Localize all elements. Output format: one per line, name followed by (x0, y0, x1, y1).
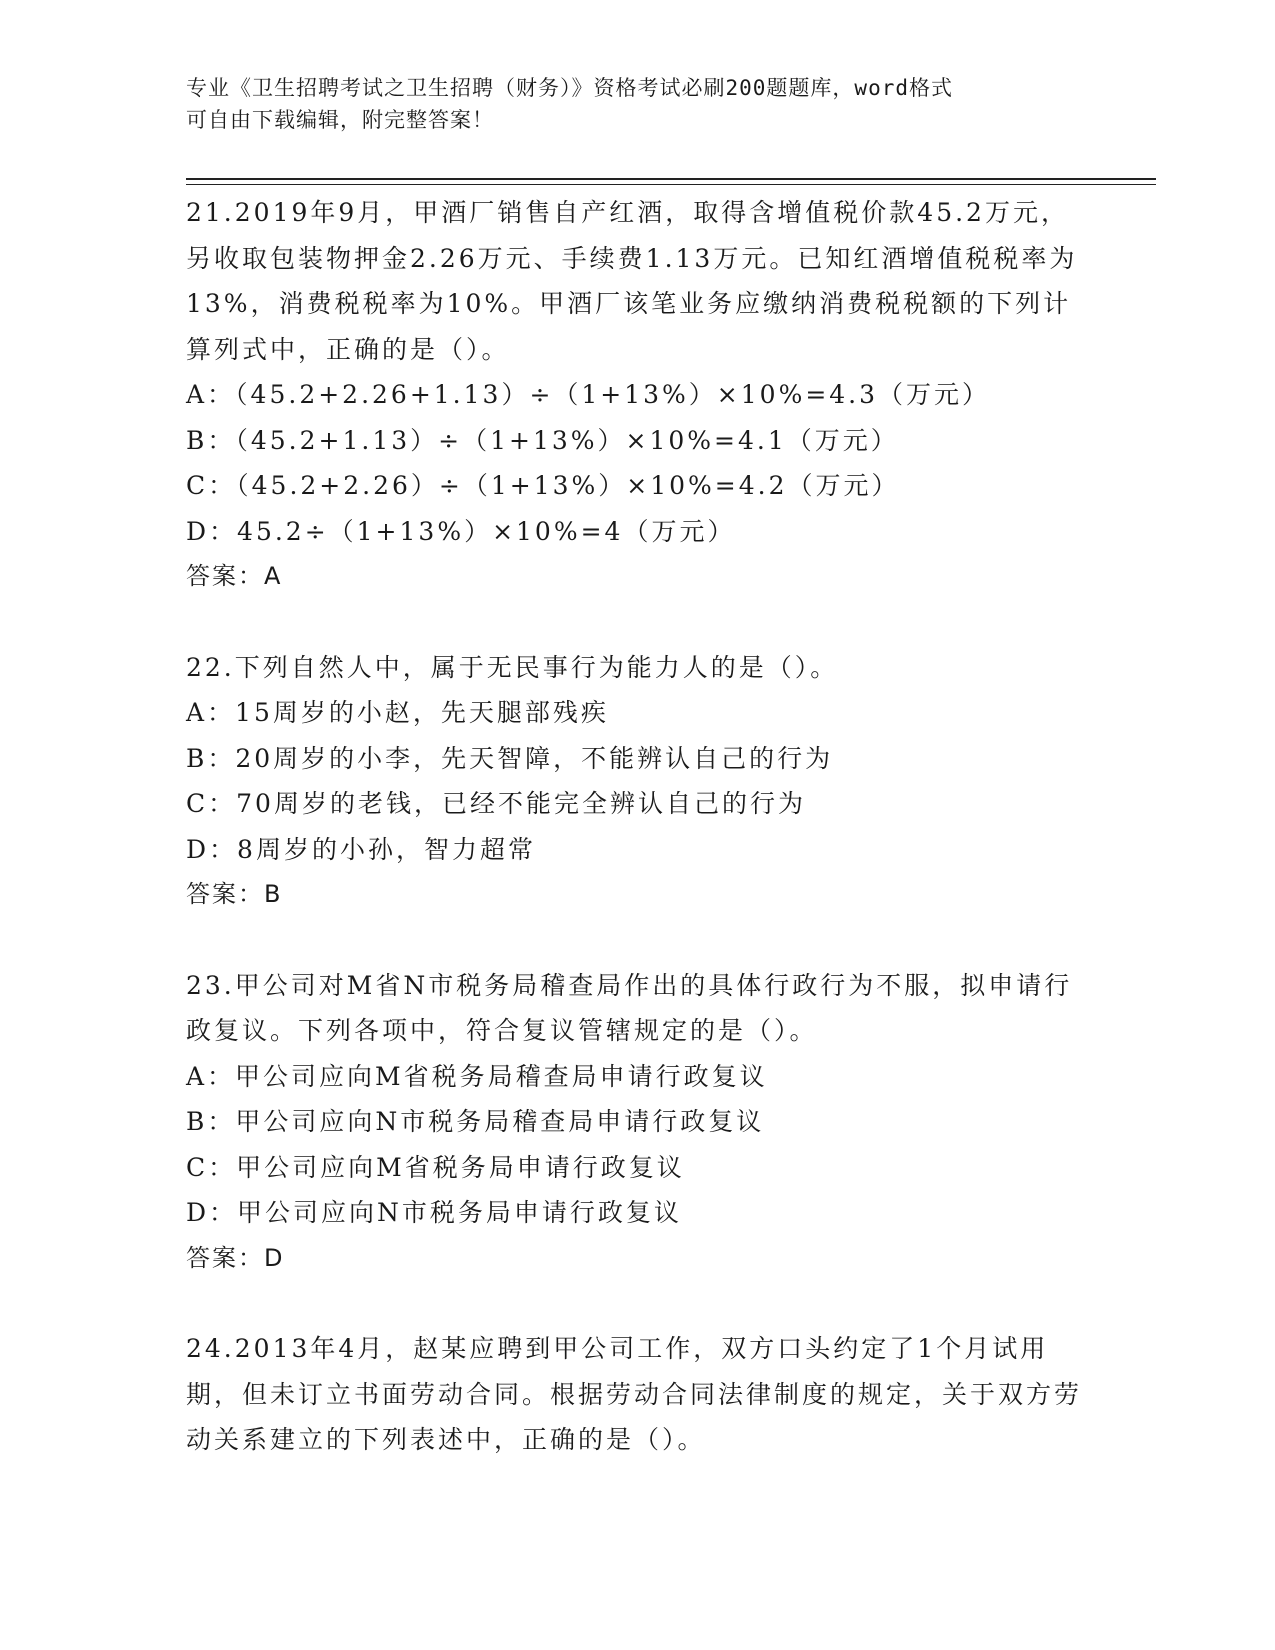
option-c: C：70周岁的老钱，已经不能完全辨认自己的行为 (186, 789, 806, 818)
option-b: B：20周岁的小李，先天智障，不能辨认自己的行为 (186, 743, 834, 773)
question-22 (186, 645, 1086, 918)
page-header (186, 72, 1066, 136)
question-text: 21.2019年9月，甲酒厂销售自产红酒，取得含增值税价款45.2万元，另收取包装物押金2.26万元、手续费1.13万元。已知红酒增值税税率为13%，消费税税率为10%。甲酒厂该笔业务应缴纳消费税税额的下列计算列式中，正确的是（）。 (186, 198, 1078, 364)
answer: 答案：B (186, 880, 283, 908)
question-list (186, 190, 1086, 1463)
question-24 (186, 1326, 1086, 1463)
question-text: 22.下列自然人中，属于无民事行为能力人的是（）。 (186, 652, 839, 682)
option-b: B：（45.2+1.13）÷（1+13%）×10%=4.1（万元） (186, 425, 899, 455)
question-21 (186, 190, 1086, 600)
option-d: D：45.2÷（1+13%）×10%=4（万元） (186, 516, 736, 546)
question-23 (186, 963, 1086, 1282)
header-line-2: 可自由下载编辑，附完整答案！ (186, 108, 494, 132)
option-d: D：甲公司应向N市税务局申请行政复议 (186, 1198, 682, 1227)
answer: 答案：A (186, 562, 283, 590)
answer: 答案：D (186, 1243, 285, 1272)
header-line-1: 专业《卫生招聘考试之卫生招聘（财务）》资格考试必刷200题题库，word格式 (186, 76, 953, 100)
option-d: D：8周岁的小孙，智力超常 (186, 834, 536, 864)
question-text: 24.2013年4月，赵某应聘到甲公司工作，双方口头约定了1个月试用期，但未订立书面劳动合同。根据劳动合同法律制度的规定，关于双方劳动关系建立的下列表述中，正确的是（）。 (186, 1334, 1083, 1454)
question-text: 23.甲公司对M省N市税务局稽查局作出的具体行政行为不服，拟申请行政复议。下列各项中，符合复议管辖规定的是（）。 (186, 970, 1073, 1045)
option-a: A：15周岁的小赵，先天腿部残疾 (186, 698, 609, 727)
option-a: A：（45.2+2.26+1.13）÷（1+13%）×10%=4.3（万元） (186, 380, 991, 409)
option-b: B：甲公司应向N市税务局稽查局申请行政复议 (186, 1107, 765, 1136)
header-divider-thick (186, 178, 1156, 180)
header-divider-thin (186, 184, 1156, 185)
option-c: C：甲公司应向M省税务局申请行政复议 (186, 1152, 685, 1182)
option-a: A：甲公司应向M省税务局稽查局申请行政复议 (186, 1061, 768, 1091)
option-c: C：（45.2+2.26）÷（1+13%）×10%=4.2（万元） (186, 471, 900, 500)
